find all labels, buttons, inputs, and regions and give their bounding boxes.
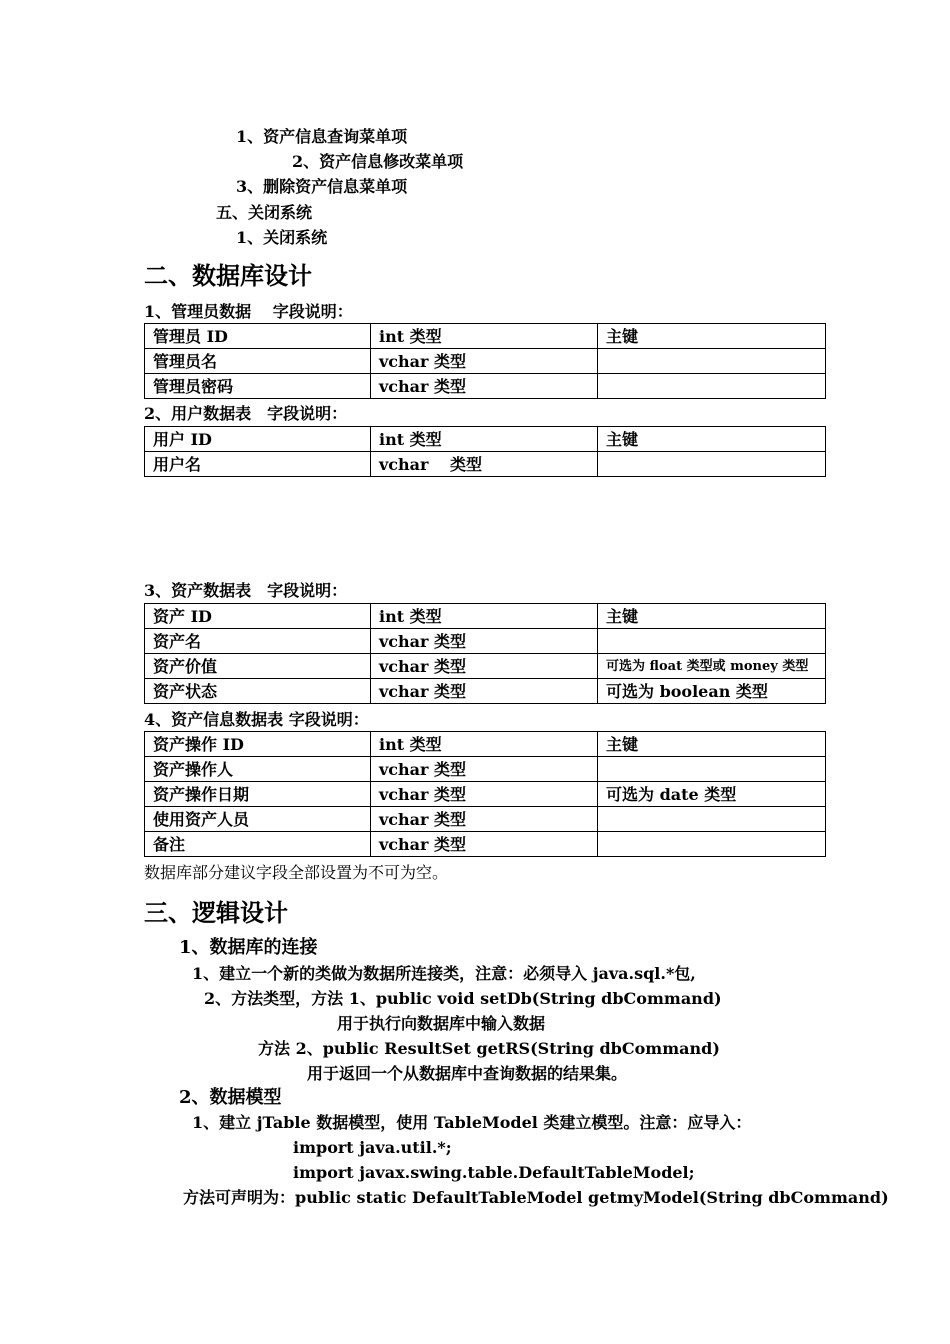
- table-caption-asset-info: 4、资产信息数据表 字段说明：: [144, 710, 369, 729]
- table-caption-admin: 1、管理员数据 字段说明：: [144, 302, 353, 321]
- table-row: [145, 604, 826, 629]
- field-note-cell: [598, 349, 826, 374]
- field-note-cell: 主键: [598, 732, 826, 757]
- field-note-cell: 可选为 boolean 类型: [598, 679, 826, 704]
- field-note-cell: [598, 629, 826, 654]
- admin-fields-table: [144, 323, 826, 399]
- field-name-cell: 资产 ID: [145, 604, 371, 629]
- table-row: [145, 629, 826, 654]
- section-title-logic-design: 三、逻辑设计: [144, 898, 288, 927]
- field-type-cell: vchar 类型: [371, 349, 598, 374]
- field-name-cell: 管理员密码: [145, 374, 371, 399]
- table-row: [145, 349, 826, 374]
- table-row: [145, 807, 826, 832]
- field-type-cell: int 类型: [371, 732, 598, 757]
- field-type-cell: vchar 类型: [371, 452, 598, 477]
- asset-fields-table: [144, 603, 826, 704]
- subsection-title-db-connection: 1、数据库的连接: [179, 937, 318, 958]
- field-type-cell: vchar 类型: [371, 832, 598, 857]
- database-note: 数据库部分建议字段全部设置为不可为空。: [144, 863, 449, 882]
- table-row: [145, 732, 826, 757]
- field-note-cell: 主键: [598, 324, 826, 349]
- table-caption-user: 2、用户数据表 字段说明：: [144, 404, 348, 423]
- data-model-method-declaration: 方法可声明为：public static DefaultTableModel getmyModel(String dbCommand): [183, 1188, 889, 1207]
- menu-heading-close: 五、关闭系统: [216, 203, 313, 222]
- field-name-cell: 备注: [145, 832, 371, 857]
- field-name-cell: 资产操作人: [145, 757, 371, 782]
- table-row: [145, 782, 826, 807]
- data-model-import-util: import java.util.*;: [293, 1138, 452, 1157]
- data-model-line-1: 1、建立 jTable 数据模型，使用 TableModel 类建立模型。注意：应导入：: [192, 1113, 752, 1132]
- table-row: [145, 324, 826, 349]
- field-note-cell: [598, 757, 826, 782]
- field-name-cell: 使用资产人员: [145, 807, 371, 832]
- field-name-cell: 资产操作日期: [145, 782, 371, 807]
- menu-item-query: 1、资产信息查询菜单项: [236, 127, 408, 146]
- field-note-cell: [598, 832, 826, 857]
- field-name-cell: 资产价值: [145, 654, 371, 679]
- field-name-cell: 管理员 ID: [145, 324, 371, 349]
- table-caption-asset: 3、资产数据表 字段说明：: [144, 581, 348, 600]
- db-connection-line-5: 用于返回一个从数据库中查询数据的结果集。: [307, 1064, 628, 1083]
- asset-info-fields-table: [144, 731, 826, 857]
- field-note-cell: [598, 807, 826, 832]
- table-row: [145, 427, 826, 452]
- table-row: [145, 679, 826, 704]
- field-type-cell: vchar 类型: [371, 757, 598, 782]
- table-row: [145, 757, 826, 782]
- field-type-cell: vchar 类型: [371, 782, 598, 807]
- field-name-cell: 资产操作 ID: [145, 732, 371, 757]
- field-note-cell: [598, 452, 826, 477]
- db-connection-line-2: 2、方法类型，方法 1、public void setDb(String dbCommand): [204, 989, 722, 1008]
- data-model-import-table: import javax.swing.table.DefaultTableModel;: [293, 1163, 695, 1182]
- db-connection-line-4: 方法 2、public ResultSet getRS(String dbCommand): [258, 1039, 720, 1058]
- field-name-cell: 用户名: [145, 452, 371, 477]
- table-row: [145, 452, 826, 477]
- menu-item-modify: 2、资产信息修改菜单项: [292, 152, 464, 171]
- user-fields-table: [144, 426, 826, 477]
- field-type-cell: int 类型: [371, 427, 598, 452]
- section-title-database-design: 二、数据库设计: [144, 261, 312, 290]
- field-name-cell: 用户 ID: [145, 427, 371, 452]
- field-type-cell: vchar 类型: [371, 629, 598, 654]
- db-connection-line-1: 1、建立一个新的类做为数据所连接类，注意：必须导入 java.sql.*包,: [192, 964, 696, 983]
- table-row: [145, 832, 826, 857]
- field-name-cell: 管理员名: [145, 349, 371, 374]
- field-type-cell: vchar 类型: [371, 807, 598, 832]
- field-name-cell: 资产名: [145, 629, 371, 654]
- menu-item-delete: 3、删除资产信息菜单项: [236, 177, 408, 196]
- field-type-cell: vchar 类型: [371, 374, 598, 399]
- field-note-cell: 主键: [598, 604, 826, 629]
- field-type-cell: int 类型: [371, 604, 598, 629]
- field-note-cell: [598, 374, 826, 399]
- subsection-title-data-model: 2、数据模型: [179, 1087, 282, 1108]
- field-name-cell: 资产状态: [145, 679, 371, 704]
- field-type-cell: int 类型: [371, 324, 598, 349]
- menu-item-close-system: 1、关闭系统: [236, 228, 328, 247]
- field-note-cell: 可选为 float 类型或 money 类型: [598, 654, 826, 679]
- field-note-cell: 主键: [598, 427, 826, 452]
- db-connection-line-3: 用于执行向数据库中输入数据: [337, 1014, 546, 1033]
- field-note-cell: 可选为 date 类型: [598, 782, 826, 807]
- table-row: [145, 654, 826, 679]
- field-type-cell: vchar 类型: [371, 679, 598, 704]
- field-type-cell: vchar 类型: [371, 654, 598, 679]
- table-row: [145, 374, 826, 399]
